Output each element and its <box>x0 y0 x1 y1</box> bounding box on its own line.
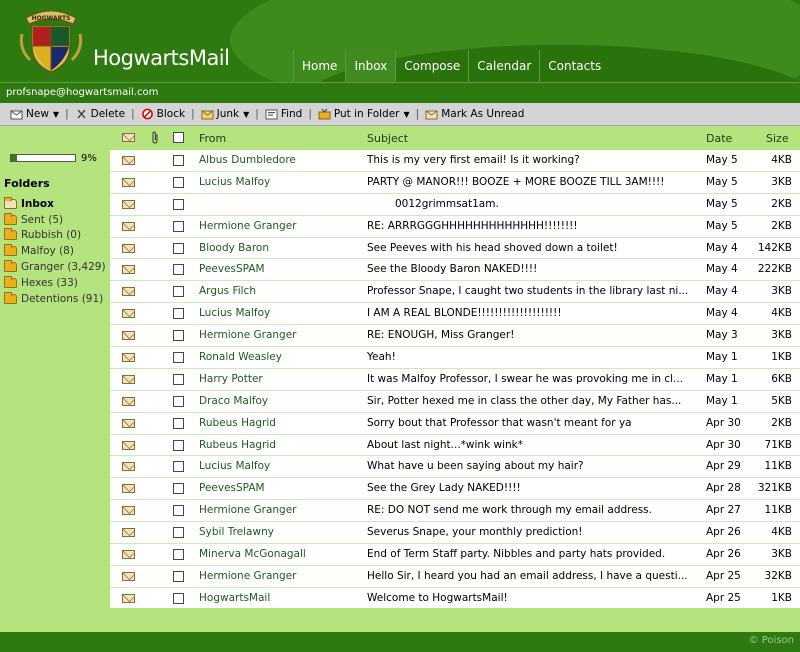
email-from[interactable]: Ronald Weasley <box>199 351 282 364</box>
email-size: 142KB <box>757 241 792 254</box>
email-subject[interactable]: Welcome to HogwartsMail! <box>367 591 508 604</box>
envelope-icon <box>122 462 135 471</box>
email-date: May 3 <box>706 329 738 342</box>
email-date: May 5 <box>706 175 738 188</box>
date-column-header[interactable]: Date <box>706 132 733 145</box>
email-date: Apr 26 <box>706 526 741 539</box>
find-icon <box>265 108 278 120</box>
email-date: May 4 <box>706 285 738 298</box>
email-subject[interactable]: What have u been saying about my hair? <box>367 460 584 473</box>
email-from[interactable]: Harry Potter <box>199 372 263 385</box>
email-size: 321KB <box>757 482 792 495</box>
email-row[interactable] <box>110 259 800 281</box>
quota-bar <box>10 154 76 162</box>
toolbar-separator: | <box>308 108 312 120</box>
email-row[interactable] <box>110 500 800 522</box>
envelope-icon <box>122 244 135 253</box>
email-date: May 5 <box>706 197 738 210</box>
email-subject[interactable]: See the Bloody Baron NAKED!!!! <box>367 263 538 276</box>
folder-label: Malfoy (8) <box>21 245 74 258</box>
folders-title: Folders <box>4 177 50 190</box>
email-size: 2KB <box>771 219 792 232</box>
header <box>0 0 800 82</box>
email-from[interactable]: Albus Dumbledore <box>199 154 296 166</box>
email-row[interactable] <box>110 325 800 347</box>
email-size: 3KB <box>771 175 792 188</box>
envelope-icon <box>122 156 135 165</box>
size-column-header[interactable]: Size <box>766 132 789 145</box>
from-column-header[interactable]: From <box>199 132 227 145</box>
row-checkbox[interactable] <box>173 483 184 494</box>
email-subject[interactable]: See the Grey Lady NAKED!!!! <box>367 482 521 495</box>
email-row[interactable] <box>110 347 800 369</box>
email-from[interactable]: Minerva McGonagall <box>199 548 306 561</box>
envelope-icon <box>122 484 135 493</box>
row-checkbox[interactable] <box>173 440 184 451</box>
row-checkbox[interactable] <box>173 505 184 516</box>
email-row[interactable] <box>110 281 800 303</box>
email-size: 1KB <box>771 591 792 604</box>
folder-label: Granger (3,429) <box>21 261 106 274</box>
email-size: 4KB <box>771 307 792 320</box>
email-subject[interactable]: Yeah! <box>367 351 396 364</box>
row-checkbox[interactable] <box>173 221 184 232</box>
envelope-icon <box>122 397 135 406</box>
email-subject[interactable]: About last night...*wink wink* <box>367 438 523 451</box>
inbox-folder-icon <box>4 199 17 209</box>
delete-button[interactable] <box>75 108 126 120</box>
email-from[interactable]: Lucius Malfoy <box>199 460 271 473</box>
email-subject[interactable]: Professor Snape, I caught two students in the library last ni... <box>367 285 689 298</box>
row-checkbox[interactable] <box>173 374 184 385</box>
email-from[interactable]: Hermione Granger <box>199 569 297 582</box>
mark-unread-label: Mark As Unread <box>441 108 525 120</box>
email-subject[interactable]: RE: DO NOT send me work through my email address. <box>367 504 652 517</box>
email-subject[interactable]: PARTY @ MANOR!!! BOOZE + MORE BOOZE TILL 3AM!!!! <box>367 175 665 188</box>
row-checkbox[interactable] <box>173 396 184 407</box>
new-mail-icon <box>10 108 23 120</box>
email-date: May 1 <box>706 394 738 407</box>
row-checkbox[interactable] <box>173 286 184 297</box>
folder-icon <box>4 230 17 240</box>
row-checkbox[interactable] <box>173 264 184 275</box>
envelope-icon <box>122 200 135 209</box>
email-subject[interactable]: RE: ARRRGGGHHHHHHHHHHHHH!!!!!!!! <box>367 219 578 232</box>
email-from[interactable]: Hermione Granger <box>199 329 297 342</box>
email-row[interactable] <box>110 303 800 325</box>
email-from[interactable]: Rubeus Hagrid <box>199 416 276 429</box>
email-row[interactable] <box>110 478 800 500</box>
find-button[interactable] <box>265 108 303 120</box>
sidebar <box>0 126 110 608</box>
delete-x-icon <box>75 108 88 120</box>
email-row[interactable] <box>110 238 800 260</box>
email-size: 222KB <box>757 263 792 276</box>
envelope-icon <box>122 178 135 187</box>
folder-label: Hexes (33) <box>21 276 78 289</box>
copyright-text: © Poison <box>748 635 794 646</box>
email-date: Apr 28 <box>706 482 741 495</box>
email-from[interactable]: Argus Filch <box>199 285 256 298</box>
folder-label: Sent (5) <box>21 213 64 226</box>
mark-unread-icon <box>425 108 438 120</box>
toolbar-separator: | <box>191 108 195 120</box>
block-icon <box>141 108 154 120</box>
app-title: HogwartsMail <box>93 46 230 70</box>
quota-fill <box>11 155 17 161</box>
mail-list-header <box>110 126 800 150</box>
row-checkbox[interactable] <box>173 243 184 254</box>
email-size: 5KB <box>771 394 792 407</box>
email-size: 4KB <box>771 154 792 166</box>
email-date: May 4 <box>706 307 738 320</box>
email-row[interactable] <box>110 150 800 172</box>
email-from[interactable]: Draco Malfoy <box>199 394 269 407</box>
row-checkbox[interactable] <box>173 527 184 538</box>
quota-percent: 9% <box>81 153 97 164</box>
row-checkbox[interactable] <box>173 461 184 472</box>
toolbar-separator: | <box>131 108 135 120</box>
email-size: 3KB <box>771 285 792 298</box>
toolbar-separator: | <box>65 108 69 120</box>
email-subject[interactable]: Sir, Potter hexed me in class the other day, My Father has... <box>367 394 682 407</box>
main-nav <box>293 50 609 82</box>
envelope-icon <box>122 375 135 384</box>
email-subject[interactable]: It was Malfoy Professor, I swear he was provoking me in cl... <box>367 372 684 385</box>
email-size: 11KB <box>764 460 792 473</box>
email-size: 11KB <box>764 504 792 517</box>
mark-unread-button[interactable] <box>425 108 524 120</box>
block-button[interactable] <box>141 108 185 120</box>
email-row[interactable] <box>110 194 800 216</box>
email-size: 71KB <box>764 438 792 451</box>
envelope-icon <box>122 331 135 340</box>
email-date: Apr 27 <box>706 504 741 517</box>
email-subject[interactable]: RE: ENOUGH, Miss Granger! <box>367 329 515 342</box>
subject-column-header[interactable]: Subject <box>367 132 409 145</box>
junk-dropdown-caret-icon[interactable]: ▼ <box>243 109 250 119</box>
email-size: 1KB <box>771 351 792 364</box>
email-from[interactable]: Rubeus Hagrid <box>199 438 276 451</box>
junk-button[interactable] <box>201 108 250 120</box>
folder-item[interactable] <box>4 212 106 228</box>
email-row[interactable] <box>110 369 800 391</box>
put-in-folder-button[interactable] <box>318 108 410 120</box>
folder-icon <box>4 294 17 304</box>
footer-spacer <box>0 608 800 632</box>
row-checkbox[interactable] <box>173 418 184 429</box>
email-row[interactable] <box>110 391 800 413</box>
email-date: May 4 <box>706 241 738 254</box>
tab-compose[interactable]: Compose <box>395 50 468 82</box>
folder-item[interactable] <box>4 243 106 259</box>
email-row[interactable] <box>110 456 800 478</box>
email-size: 4KB <box>771 526 792 539</box>
envelope-icon <box>122 528 135 537</box>
email-date: May 5 <box>706 154 738 166</box>
row-checkbox[interactable] <box>173 177 184 188</box>
folder-label: Rubbish (0) <box>21 229 82 242</box>
folder-move-icon <box>318 108 331 120</box>
email-size: 32KB <box>764 569 792 582</box>
email-subject[interactable]: 0012grimmsat1am. <box>395 197 499 210</box>
email-row[interactable] <box>110 435 800 457</box>
email-size: 2KB <box>771 416 792 429</box>
delete-label: Delete <box>90 108 126 120</box>
folder-icon <box>4 262 17 272</box>
envelope-icon <box>122 309 135 318</box>
new-dropdown-caret-icon[interactable]: ▼ <box>52 109 60 119</box>
block-label: Block <box>156 108 186 120</box>
toolbar-separator: | <box>255 108 259 120</box>
envelope-icon <box>122 222 135 231</box>
folder-label: Detentions (91) <box>21 292 104 305</box>
email-from[interactable]: Sybil Trelawny <box>199 526 274 539</box>
email-date: May 5 <box>706 219 738 232</box>
email-date: Apr 29 <box>706 460 741 473</box>
folder-item[interactable] <box>4 291 106 307</box>
email-row[interactable] <box>110 216 800 238</box>
email-date: Apr 25 <box>706 569 741 582</box>
email-size: 3KB <box>771 548 792 561</box>
email-size: 2KB <box>771 197 792 210</box>
put-in-folder-caret-icon[interactable]: ▼ <box>403 109 410 119</box>
email-size: 6KB <box>771 372 792 385</box>
email-subject[interactable]: See Peeves with his head shoved down a toilet! <box>367 241 618 254</box>
envelope-icon <box>122 353 135 362</box>
toolbar <box>0 103 800 126</box>
email-date: May 1 <box>706 372 738 385</box>
row-checkbox[interactable] <box>173 593 184 604</box>
footer <box>0 632 800 652</box>
email-row[interactable] <box>110 566 800 588</box>
folder-icon <box>4 215 17 225</box>
row-checkbox[interactable] <box>173 571 184 582</box>
folder-item[interactable] <box>4 275 106 291</box>
envelope-icon <box>122 594 135 603</box>
folder-item[interactable] <box>4 228 106 244</box>
envelope-icon <box>122 419 135 428</box>
row-checkbox[interactable] <box>173 308 184 319</box>
email-row[interactable] <box>110 588 800 610</box>
email-date: May 4 <box>706 263 738 276</box>
email-row[interactable] <box>110 413 800 435</box>
email-from[interactable]: PeevesSPAM <box>199 482 265 495</box>
select-all-checkbox[interactable] <box>173 132 184 143</box>
email-subject[interactable]: Hello Sir, I heard you had an email address, I have a questi... <box>367 569 688 582</box>
junk-icon <box>201 108 214 120</box>
tab-inbox[interactable]: Inbox <box>345 50 395 82</box>
find-label: Find <box>280 108 303 120</box>
envelope-icon <box>122 572 135 581</box>
email-from[interactable]: Lucius Malfoy <box>199 307 271 320</box>
email-date: Apr 30 <box>706 438 741 451</box>
folder-label: Inbox <box>21 197 54 210</box>
email-from[interactable]: Hermione Granger <box>199 219 297 232</box>
email-subject[interactable]: This is my very first email! Is it working? <box>367 154 580 166</box>
envelope-icon <box>122 550 135 559</box>
row-checkbox[interactable] <box>173 330 184 341</box>
new-label: New <box>26 108 49 120</box>
email-date: Apr 25 <box>706 591 741 604</box>
tab-calendar[interactable]: Calendar <box>468 50 539 82</box>
crest-text: HOGWARTS <box>31 15 71 22</box>
envelope-icon <box>122 265 135 274</box>
folder-item[interactable] <box>4 196 106 212</box>
account-email: profsnape@hogwartsmail.com <box>0 82 800 103</box>
new-button[interactable] <box>10 108 59 120</box>
mail-list <box>110 150 800 610</box>
toolbar-separator: | <box>415 108 420 120</box>
junk-label: Junk <box>216 108 240 120</box>
email-from[interactable]: Bloody Baron <box>199 241 269 254</box>
tab-contacts[interactable]: Contacts <box>539 50 609 82</box>
tab-home[interactable]: Home <box>293 50 345 82</box>
envelope-icon <box>122 441 135 450</box>
envelope-column-icon <box>122 133 135 142</box>
hogwarts-crest-logo <box>18 4 84 74</box>
email-from[interactable]: Hermione Granger <box>199 504 297 517</box>
email-date: May 1 <box>706 351 738 364</box>
row-checkbox[interactable] <box>173 199 184 210</box>
email-row[interactable] <box>110 544 800 566</box>
email-subject[interactable]: Sorry bout that Professor that wasn't meant for ya <box>367 416 632 429</box>
email-row[interactable] <box>110 172 800 194</box>
row-checkbox[interactable] <box>173 155 184 166</box>
email-subject[interactable]: Severus Snape, your monthly prediction! <box>367 526 583 539</box>
email-row[interactable] <box>110 522 800 544</box>
email-date: Apr 30 <box>706 416 741 429</box>
email-size: 3KB <box>771 329 792 342</box>
folder-list <box>4 196 106 307</box>
folder-icon <box>4 246 17 256</box>
put-in-folder-label: Put in Folder <box>333 108 400 120</box>
row-checkbox[interactable] <box>173 549 184 560</box>
attachment-icon <box>151 131 159 144</box>
folder-item[interactable] <box>4 259 106 275</box>
email-subject[interactable]: End of Term Staff party. Nibbles and party hats provided. <box>367 548 666 561</box>
row-checkbox[interactable] <box>173 352 184 363</box>
folder-icon <box>4 278 17 288</box>
email-subject[interactable]: I AM A REAL BLONDE!!!!!!!!!!!!!!!!!!!! <box>367 307 562 320</box>
envelope-icon <box>122 506 135 515</box>
email-from[interactable]: Lucius Malfoy <box>199 175 271 188</box>
envelope-icon <box>122 287 135 296</box>
email-from[interactable]: PeevesSPAM <box>199 263 265 276</box>
email-date: Apr 26 <box>706 548 741 561</box>
email-from[interactable]: HogwartsMail <box>199 591 271 604</box>
